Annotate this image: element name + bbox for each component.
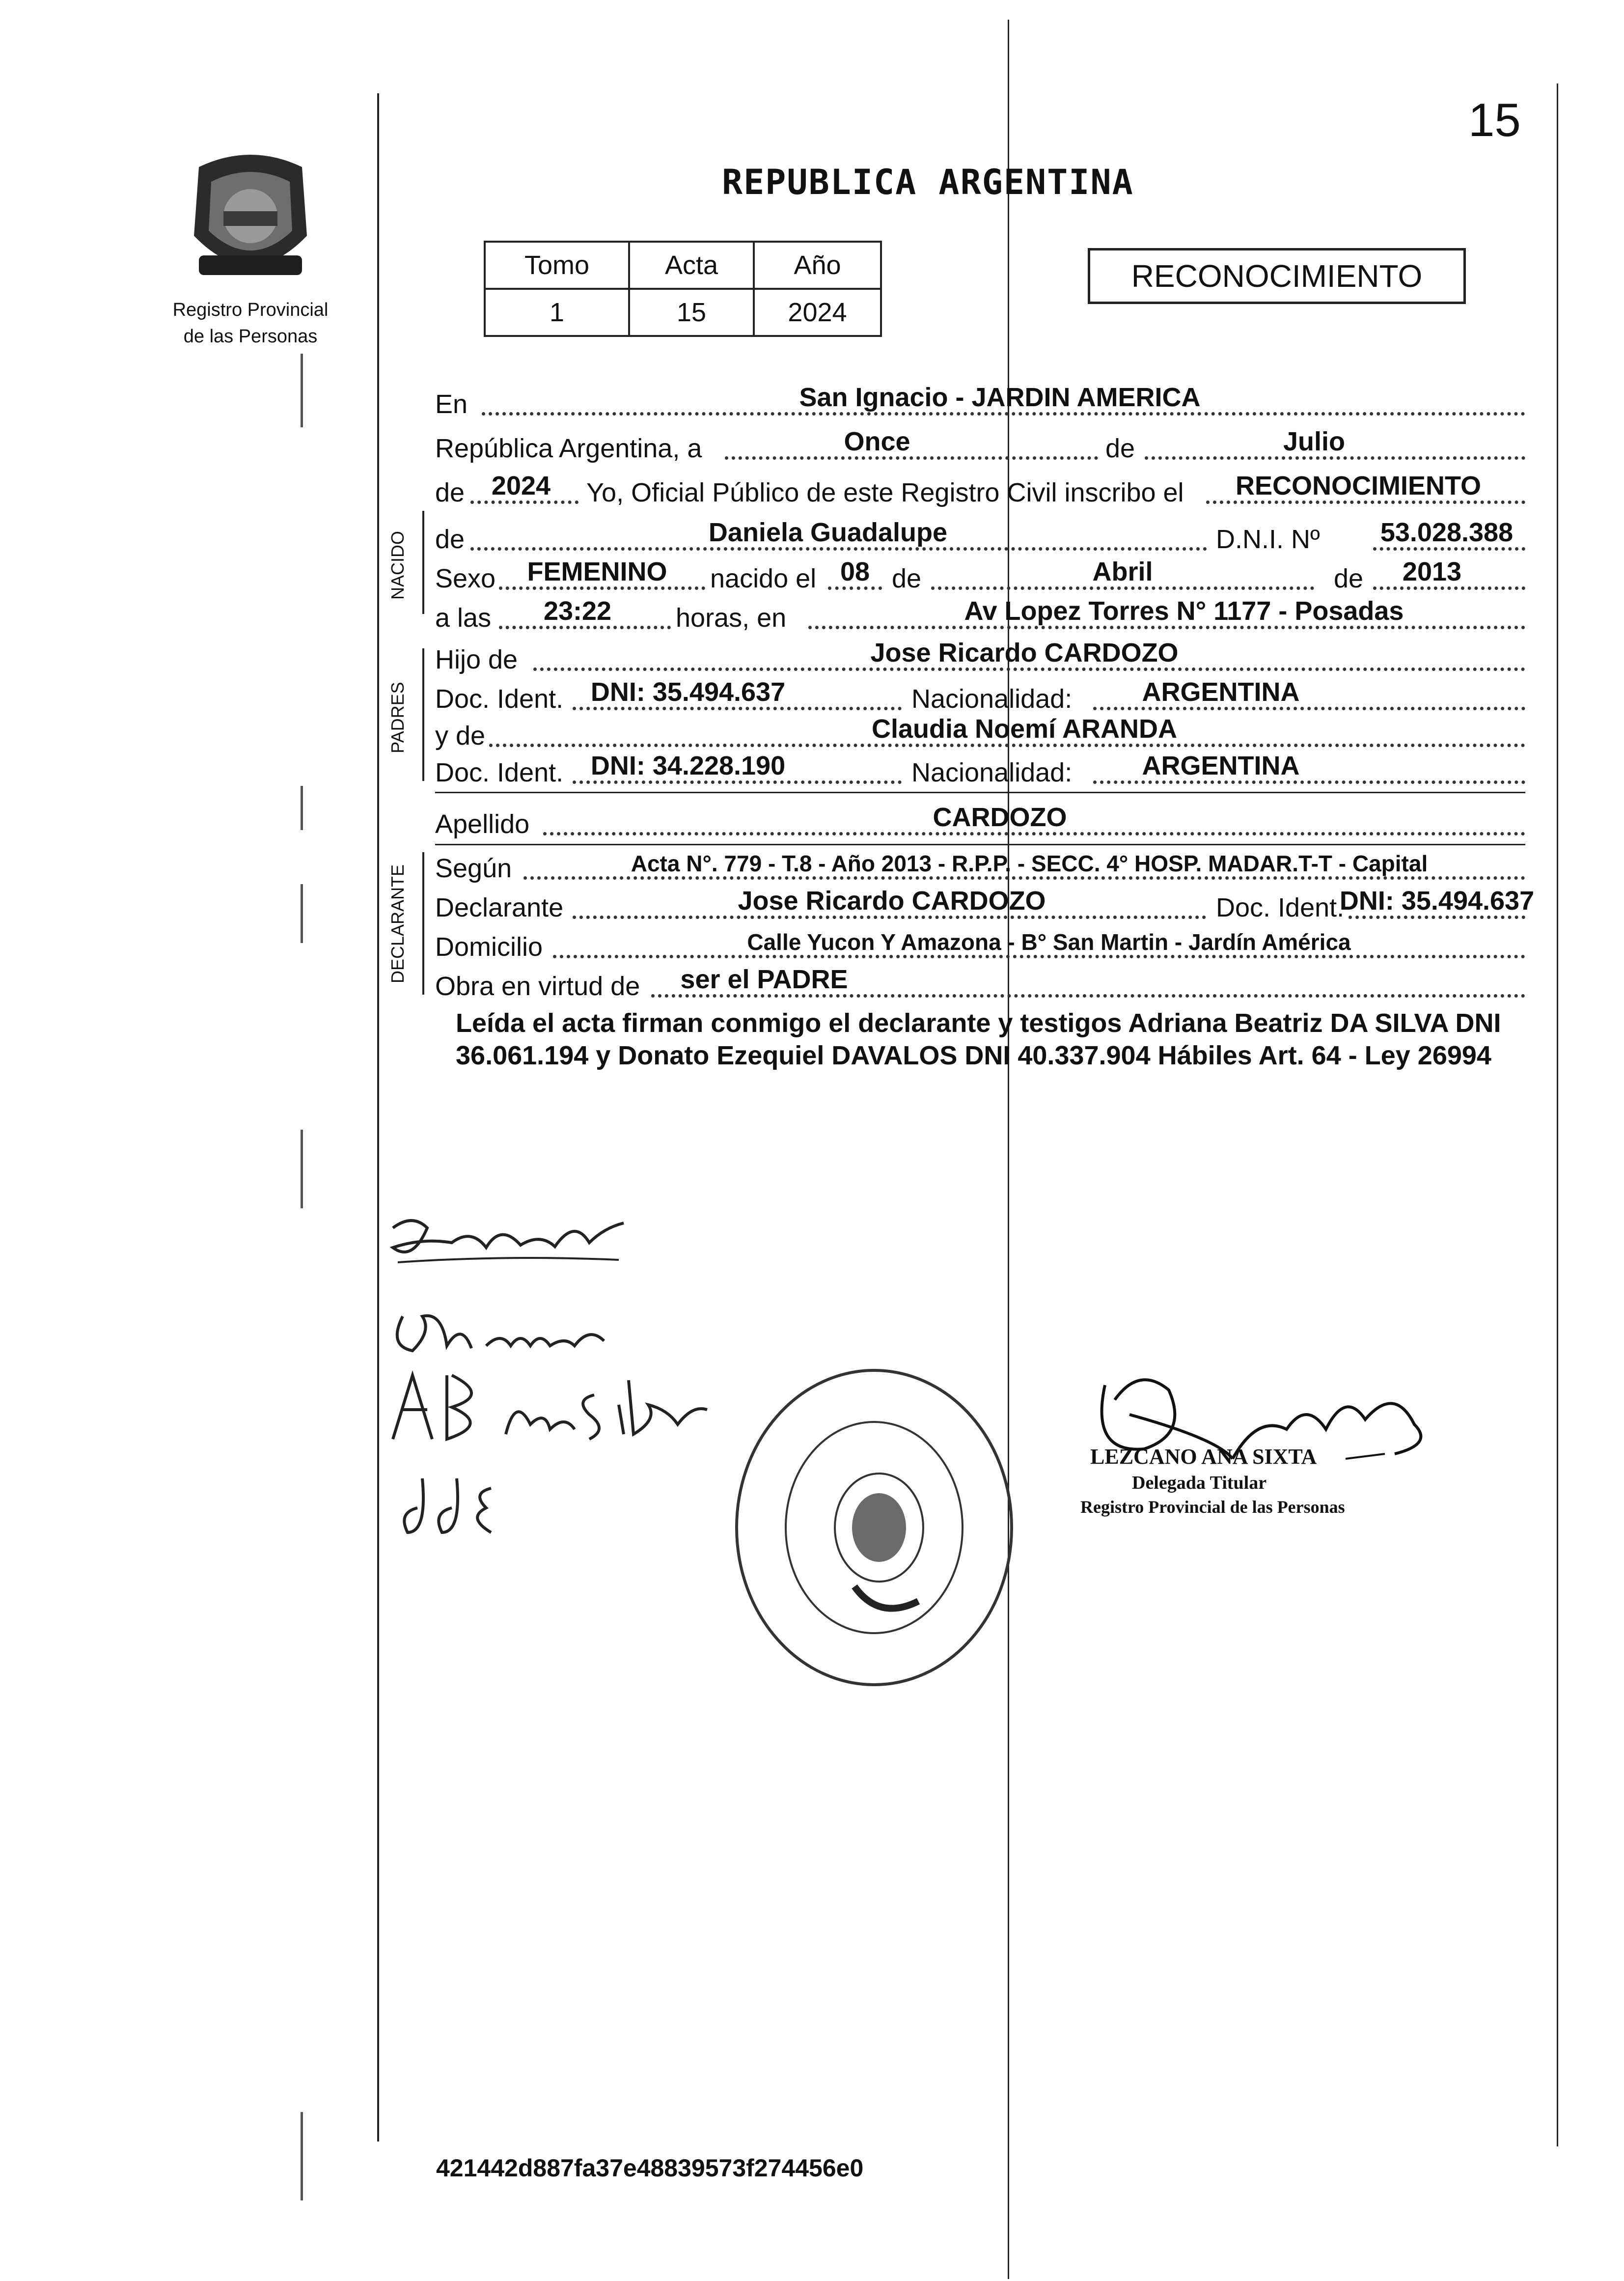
value-act-type: RECONOCIMIENTO [1235,471,1482,501]
row-apellido [435,798,1525,839]
value-obra: ser el PADRE [680,965,848,994]
logo-caption-line1: Registro Provincial [172,300,329,320]
label-en: En [435,389,468,419]
value-father-nationality: ARGENTINA [1142,677,1300,707]
value-birth-month: Abril [1092,557,1153,586]
value-domicilio: Calle Yucon Y Amazona - B° San Martin - Jardín América [747,929,1351,955]
label-domicilio: Domicilio [435,932,543,962]
value-mother-doc: DNI: 34.228.190 [590,751,786,780]
left-margin-rule [377,93,379,2142]
ref-value-tomo: 1 [485,289,629,336]
page-number: 15 [1468,94,1521,146]
value-apellido: CARDOZO [933,803,1067,832]
label-doc-ident-mother: Doc. Ident. [435,758,564,787]
value-sexo: FEMENINO [527,557,667,586]
punch-mark [301,786,303,830]
signature-declarante [383,1208,638,1277]
section-declarante: DECLARANTE [387,864,408,984]
label-sexo: Sexo [435,564,496,593]
label-a-las: a las [435,603,492,633]
punch-mark [301,1130,303,1208]
label-hijo-de: Hijo de [435,645,518,674]
official-name: LEZCANO ANA SIXTA [1090,1445,1317,1469]
declarante-bracket [422,852,424,995]
document-hash: 421442d887fa37e48839573f274456e0 [436,2154,864,2182]
row-en [435,378,1525,419]
punch-mark [301,884,303,943]
label-dni: D.N.I. Nº [1216,525,1320,554]
label-declarante: Declarante [435,893,564,922]
province-seal-icon [184,147,317,295]
center-fold-line [1008,20,1009,2279]
label-de: de [1105,434,1135,463]
label-nacionalidad-mother: Nacionalidad: [911,758,1073,787]
row-nacido-sexo [435,553,1525,594]
value-month: Julio [1283,427,1345,456]
value-birth-year: 2013 [1402,557,1462,586]
official-role: Delegada Titular [1132,1473,1267,1493]
label-y-de: y de [435,721,486,751]
official-stamp-icon [732,1365,1017,1690]
punch-mark [301,2112,303,2200]
row-hijo-de [435,634,1525,675]
row-father-doc [435,673,1525,714]
document-type-box: RECONOCIMIENTO [1088,248,1466,304]
official-block [1080,1444,1345,1517]
punch-mark [301,354,303,427]
value-birth-time: 23:22 [543,596,612,626]
row-fecha [435,422,1525,464]
row-y-de [435,710,1525,751]
value-child-name: Daniela Guadalupe [708,518,948,547]
signature-initials [388,1469,511,1542]
value-declarante-doc: DNI: 35.494.637 [1339,886,1535,916]
label-de-year2: de [1334,564,1364,593]
label-apellido: Apellido [435,809,530,839]
row-nacido-hora [435,592,1525,633]
value-birth-place: Av Lopez Torres N° 1177 - Posadas [964,596,1404,626]
section-divider [435,792,1525,793]
label-de-name: de [435,525,465,554]
row-declarante [435,882,1535,923]
row-obra [435,960,1525,1001]
row-segun [435,842,1525,884]
right-margin-rule [1557,83,1558,2146]
padres-bracket [422,648,424,781]
label-obra: Obra en virtud de [435,972,640,1001]
signature-witness-adriana [383,1365,717,1449]
ref-header-acta: Acta [629,242,754,289]
section-nacido: NACIDO [387,531,408,600]
label-doc-ident: Doc. Ident. [435,684,564,714]
nacido-bracket [422,511,424,614]
value-father-name: Jose Ricardo CARDOZO [870,638,1179,668]
value-day: Once [844,427,910,456]
value-segun: Acta N°. 779 - T.8 - Año 2013 - R.P.P. - SECC. 4° HOSP. MADAR.T-T - Capital [631,851,1428,876]
label-segun: Según [435,854,512,883]
ref-header-ano: Año [754,242,881,289]
registry-logo [162,147,339,347]
label-nacido-el: nacido el [710,564,817,593]
logo-caption-line2: de las Personas [183,326,318,347]
value-mother-nationality: ARGENTINA [1142,751,1300,780]
value-year: 2024 [491,471,551,501]
label-nacionalidad: Nacionalidad: [911,684,1073,714]
label-republica: República Argentina, a [435,434,702,463]
value-place: San Ignacio - JARDIN AMERICA [799,383,1201,412]
row-registro [435,467,1525,508]
official-org: Registro Provincial de las Personas [1080,1497,1345,1517]
value-father-doc: DNI: 35.494.637 [590,677,786,707]
ref-value-ano: 2024 [754,289,881,336]
value-child-dni: 53.028.388 [1380,518,1514,547]
value-mother-name: Claudia Noemí ARANDA [871,714,1178,744]
signature-witness-donato [388,1302,624,1365]
page-title: REPUBLICA ARGENTINA [722,162,1134,202]
value-declarante-name: Jose Ricardo CARDOZO [738,886,1046,916]
label-registro-text: Yo, Oficial Público de este Registro Civil inscribo el [586,478,1184,507]
label-de-year: de [435,478,465,507]
label-horas-en: horas, en [676,603,787,633]
row-domicilio [435,921,1525,962]
row-mother-doc [435,747,1525,788]
reference-table [484,241,882,337]
row-nacido-name [435,513,1525,555]
label-de-month: de [892,564,922,593]
ref-value-acta: 15 [629,289,754,336]
section-padres: PADRES [387,682,408,753]
closing-statement: Leída el acta firman conmigo el declarante y testigos Adriana Beatriz DA SILVA DNI 36.061.194 y Donato Ezequiel DAVALOS DNI 40.337.904 Hábiles Art. 64 - Ley 26994 [456,1008,1501,1070]
value-birth-day: 08 [840,557,870,586]
ref-header-tomo: Tomo [485,242,629,289]
label-doc-ident-decl: Doc. Ident. [1216,893,1345,922]
